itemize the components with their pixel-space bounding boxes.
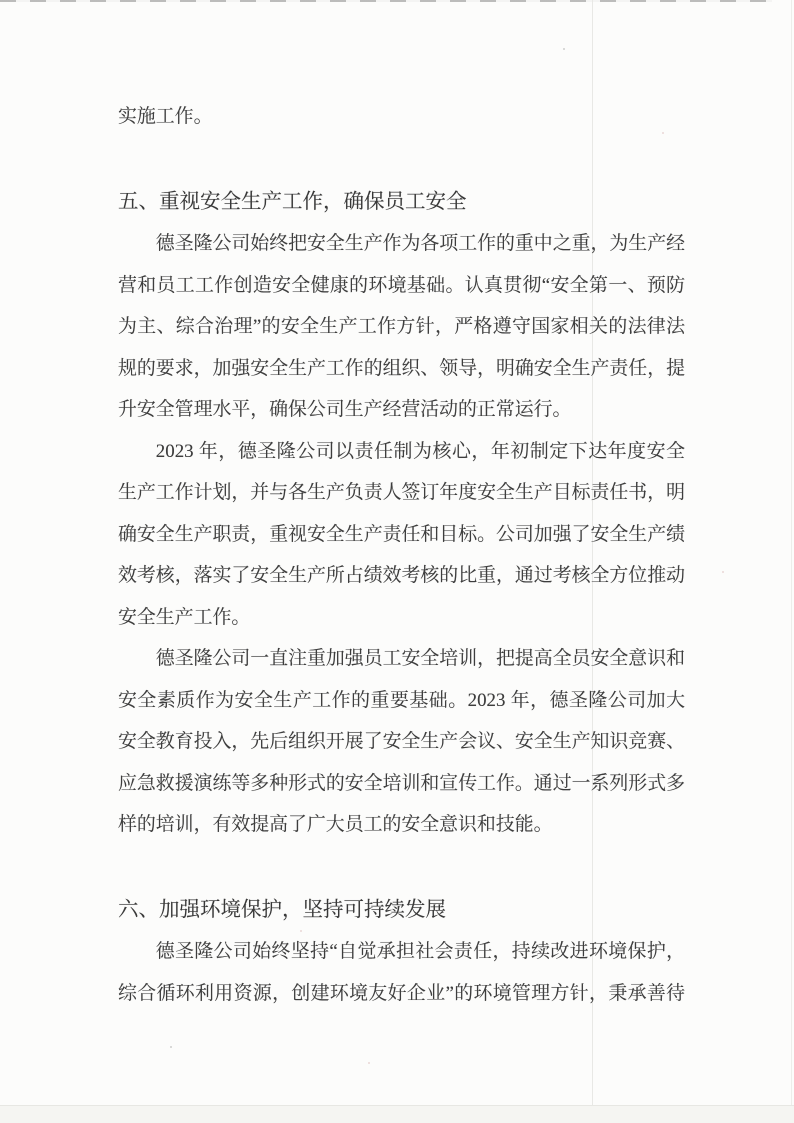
document-line: 生产工作计划，并与各生产负责人签订年度安全生产目标责任书，明 (118, 482, 685, 503)
document-line: 效考核，落实了安全生产所占绩效考核的比重，通过考核全方位推动 (118, 565, 685, 586)
document-line: 安全素质作为安全生产工作的重要基础。2023 年，德圣隆公司加大 (118, 689, 685, 711)
document-line: 德圣隆公司始终坚持“自觉承担社会责任，持续改进环境保护， (155, 941, 685, 962)
scan-right-edge-artifact (791, 0, 792, 1106)
scan-noise-speck (563, 48, 565, 50)
scan-top-edge-artifact (0, 0, 772, 2)
document-line: 实施工作。 (118, 106, 213, 127)
section-heading: 五、重视安全生产工作，确保员工安全 (118, 190, 467, 213)
document-line: 样的培训，有效提高了广大员工的安全意识和技能。 (118, 814, 553, 835)
document-text (118, 96, 685, 1014)
document-line: 规的要求，加强安全生产工作的组织、领导，明确安全生产责任，提 (118, 357, 685, 379)
document-line: 为主、综合治理”的安全生产工作方针，严格遵守国家相关的法律法 (118, 316, 685, 337)
document-line: 德圣隆公司始终把安全生产作为各项工作的重中之重，为生产经 (155, 233, 685, 254)
document-line: 应急救援演练等多种形式的安全培训和宣传工作。通过一系列形式多 (118, 772, 685, 794)
document-line: 确安全生产职责，重视安全生产责任和目标。公司加强了安全生产绩 (118, 523, 685, 545)
document-line: 综合循环利用资源，创建环境友好企业”的环境管理方针，秉承善待 (118, 982, 685, 1004)
scan-noise-speck (170, 1046, 172, 1048)
scan-noise-speck (722, 571, 724, 573)
document-line: 安全教育投入，先后组织开展了安全生产会议、安全生产知识竞赛、 (118, 731, 685, 752)
document-line: 安全生产工作。 (118, 606, 251, 628)
document-line: 营和员工工作创造安全健康的环境基础。认真贯彻“安全第一、预防 (118, 274, 685, 296)
document-line: 德圣隆公司一直注重加强员工安全培训，把提高全员安全意识和 (155, 648, 685, 669)
document-line: 升安全管理水平，确保公司生产经营活动的正常运行。 (118, 399, 572, 420)
document-line: 2023 年，德圣隆公司以责任制为核心，年初制定下达年度安全 (155, 440, 685, 462)
section-heading: 六、加强环境保护，坚持可持续发展 (118, 898, 446, 921)
scan-bottom-edge-artifact (0, 1105, 794, 1123)
scan-noise-speck (368, 1062, 370, 1064)
